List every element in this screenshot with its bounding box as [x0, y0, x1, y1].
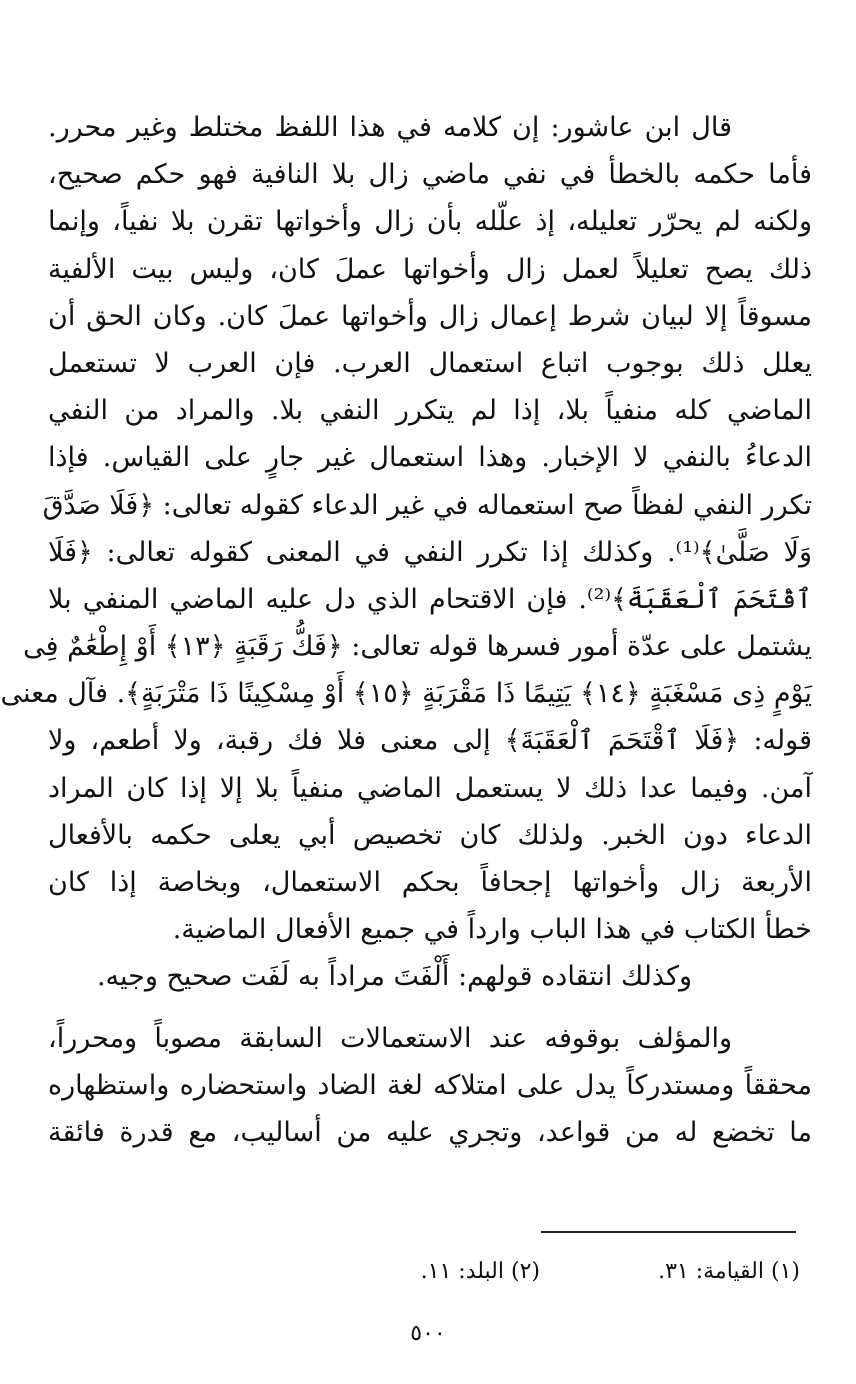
text-line: يشتمل على عدّة أمور فسرها قوله تعالى: ﴿فَكُّ رَقَبَةٍ ﴿١٣﴾ أَوْ إِطْعَٰمٌ فِى — [23, 631, 812, 663]
text-line: ٱقْتَحَمَ ٱلْعَقَبَةَ﴾⁽²⁾. فإن الاقتحام الذي دل عليه الماضي المنفي بلا — [48, 583, 812, 615]
main-text — [0, 104, 812, 1156]
footnote-1: (١) القيامة: ٣١. — [658, 1259, 800, 1284]
text-line: والمؤلف بوقوفه عند الاستعمالات السابقة مصوباً ومحرراً، — [48, 1022, 732, 1054]
text-line: يَوْمٍ ذِى مَسْغَبَةٍ ﴿١٤﴾ يَتِيمًا ذَا مَقْرَبَةٍ ﴿١٥﴾ أَوْ مِسْكِينًا ذَا مَتْرَبَةٍ﴾. فآل معنى — [0, 678, 812, 710]
text-line: وَلَا صَلَّىٰ﴾⁽¹⁾. وكذلك إذا تكرر النفي في المعنى كقوله تعالى: ﴿فَلَا — [48, 536, 812, 568]
text-line: ما تخضع له من قواعد، وتجري عليه من أساليب، مع قدرة فائقة — [48, 1116, 812, 1148]
text-line: قوله: ﴿فَلَا ٱقْتَحَمَ ٱلْعَقَبَةَ﴾ إلى معنى فلا فك رقبة، ولا أطعم، ولا — [48, 725, 812, 757]
text-line: قال ابن عاشور: إن كلامه في هذا اللفظ مختلط وغير محرر. — [48, 112, 732, 143]
text-line: ذلك يصح تعليلاً لعمل زال وأخواتها عملَ كان، وليس بيت الألفية — [48, 253, 812, 285]
paragraph-line: وكذلك انتقاده قولهم: أَلْفَتَ مراداً به لَفَت صحيح وجيه. — [96, 961, 692, 993]
text-line: يعلل ذلك بوجوب اتباع استعمال العرب. فإن العرب لا تستعمل — [48, 347, 812, 379]
text-line: خطأ الكتاب في هذا الباب وارداً في جميع الأفعال الماضية. — [172, 914, 812, 946]
page-number: ٥٠٠ — [410, 1321, 446, 1346]
text-line: الأربعة زال وأخواتها إجحافاً بحكم الاستعمال، وبخاصة إذا كان — [48, 867, 812, 898]
text-line: تكرر النفي لفظاً صح استعماله في غير الدعاء كقوله تعالى: ﴿فَلَا صَدَّقَ — [42, 489, 812, 521]
text-line: الدعاءُ بالنفي لا الإخبار. وهذا استعمال غير جارٍ على القياس. فإذا — [48, 442, 812, 474]
text-line: ولكنه لم يحرّر تعليله، إذ علّله بأن زال وأخواتها تقرن بلا نفياً، وإنما — [48, 206, 812, 238]
footnote-2: (٢) البلد: ١١. — [420, 1259, 540, 1284]
text-line: محققاً ومستدركاً يدل على امتلاكه لغة الضاد واستحضاره واستظهاره — [48, 1069, 812, 1101]
footnote-separator — [541, 1231, 796, 1233]
paragraph-gap — [48, 1001, 812, 1015]
text-line: فأما حكمه بالخطأ في نفي ماضي زال بلا النافية فهو حكم صحيح، — [48, 159, 812, 191]
text-line: الدعاء دون الخبر. ولذلك كان تخصيص أبي يعلى حكمه بالأفعال — [48, 819, 812, 851]
text-line: آمن. وفيما عدا ذلك لا يستعمل الماضي منفياً بلا إلا إذا كان المراد — [48, 772, 812, 804]
footnotes — [200, 1252, 800, 1292]
text-line: مسوقاً إلا لبيان شرط إعمال زال وأخواتها عملَ كان. وكان الحق أن — [48, 300, 812, 332]
text-line: الماضي كله منفياً بلا، إذا لم يتكرر النفي بلا. والمراد من النفي — [48, 395, 812, 427]
